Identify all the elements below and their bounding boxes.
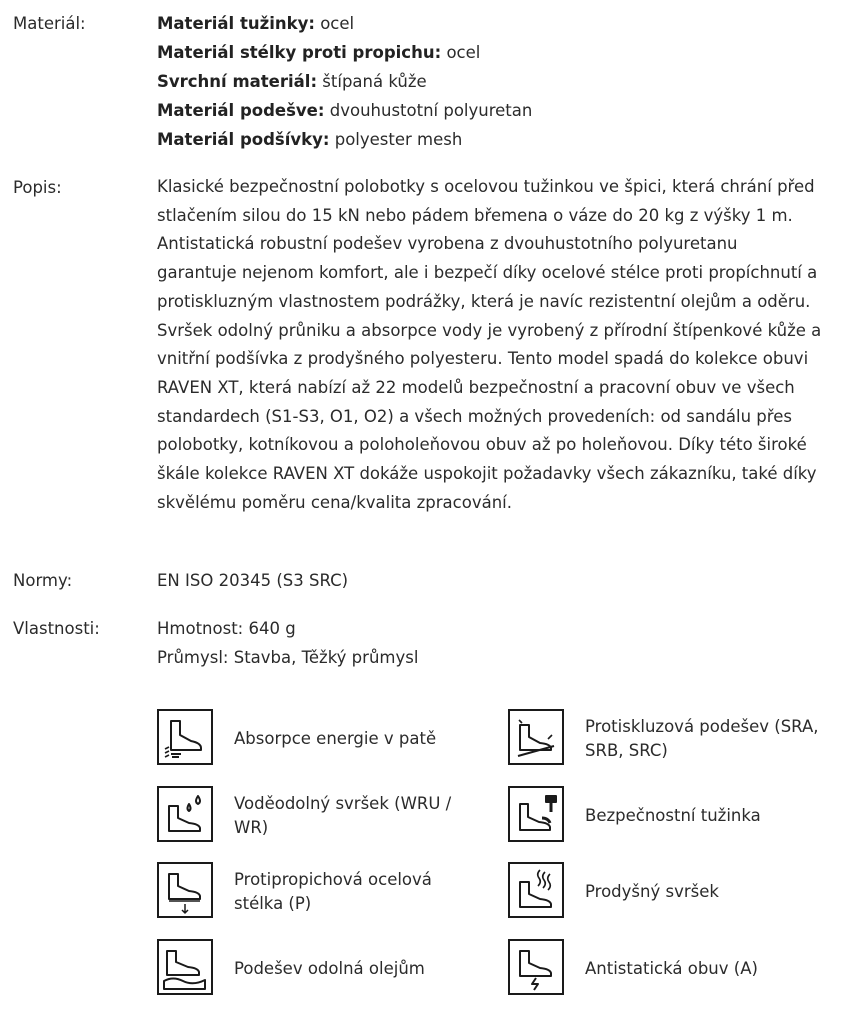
material-item — [157, 9, 822, 38]
water-resistant-upper-icon — [157, 786, 213, 842]
material-item — [157, 125, 822, 154]
properties-label: Vlastnosti: — [13, 619, 100, 638]
material-item-value: dvouhustotní polyuretan — [329, 101, 533, 120]
safety-toecap-icon — [508, 786, 564, 842]
material-item — [157, 38, 822, 67]
properties-values — [157, 614, 822, 672]
norms-value: EN ISO 20345 (S3 SRC) — [157, 571, 349, 590]
feature-label: Antistatická obuv (A) — [585, 959, 758, 978]
property-industry: Průmysl: Stavba, Těžký průmysl — [157, 648, 419, 667]
material-item-key: Materiál podešve: — [157, 101, 325, 120]
feature-label: Protipropichová ocelová stélka (P) — [234, 870, 432, 913]
feature-label: Protiskluzová podešev (SRA, SRB, SRC) — [585, 717, 819, 760]
feature-label: Absorpce energie v patě — [234, 729, 437, 748]
feature-label: Prodyšný svršek — [585, 882, 719, 901]
material-label: Materiál: — [13, 14, 86, 33]
description-label: Popis: — [13, 178, 62, 197]
material-item-key: Materiál stélky proti propichu: — [157, 43, 442, 62]
oil-resistant-sole-icon — [157, 939, 213, 995]
material-item-key: Svrchní materiál: — [157, 72, 318, 91]
breathable-upper-icon — [508, 862, 564, 918]
feature-label: Podešev odolná olejům — [234, 959, 425, 978]
feature-label: Voděodolný svršek (WRU / WR) — [234, 794, 452, 837]
puncture-resistant-midsole-icon — [157, 862, 213, 918]
material-item-value: štípaná kůže — [322, 72, 427, 91]
description-text: Klasické bezpečnostní polobotky s ocelovou tužinkou ve špici, která chrání před stlačením silou do 15 kN nebo pádem břemena o váze do 20 kg z výšky 1 m. Antistatická robustní podešev vyrobena z dvouhustotního polyuretanu garantuje nejenom komfort, ale i bezpečí díky ocelové stélce proti propíchnutí a protiskluzným vlastnostem podrážky, která je navíc rezistentní olejům a oděru. Svršek odolný průniku a absorpce vody je vyrobený z přírodní štípenkové kůže a vnitřní podšívka z prodyšného polyesteru. Tento model spadá do kolekce obuvi RAVEN XT, která nabízí až 22 modelů bezpečnostní a pracovní obuv ve všech standardech (S1-S3, O1, O2) a všech možných provedeních: od sandálu přes polobotky, kotníkovou a poloholeňovou obuv až po holeňovou. Díky této široké škále kolekce RAVEN XT dokáže uspokojit požadavky všech zákazníku, také díky skvělému poměru cena/kvalita zpracování. — [157, 177, 822, 512]
norms-label: Normy: — [13, 571, 73, 590]
shock-absorbing-heel-icon — [157, 709, 213, 765]
feature-label: Bezpečnostní tužinka — [585, 806, 761, 825]
property-weight: Hmotnost: 640 g — [157, 619, 296, 638]
material-values — [157, 9, 822, 154]
material-item-value: polyester mesh — [334, 130, 463, 149]
antistatic-shoe-icon — [508, 939, 564, 995]
material-item — [157, 96, 822, 125]
material-item — [157, 67, 822, 96]
material-item-key: Materiál tužinky: — [157, 14, 315, 33]
slip-resistant-sole-icon — [508, 709, 564, 765]
material-item-value: ocel — [320, 14, 355, 33]
material-item-key: Materiál podšívky: — [157, 130, 330, 149]
material-item-value: ocel — [446, 43, 481, 62]
